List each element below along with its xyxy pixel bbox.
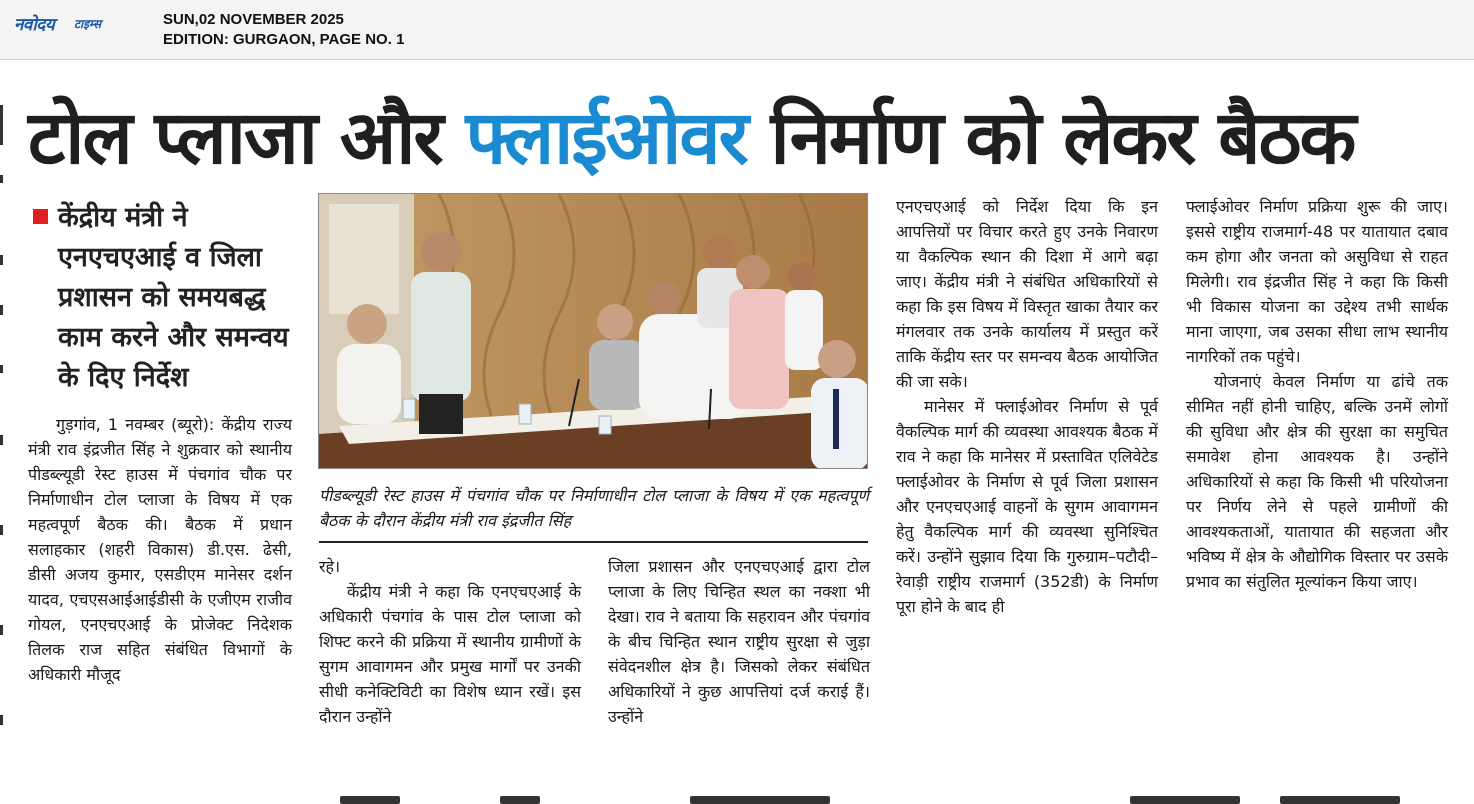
photo-caption: पीडब्ल्यूडी रेस्ट हाउस में पंचगांव चौक पर निर्माणाधीन टोल प्लाजा के विषय में एक महत्वपूर्ण बैठक के दौरान केंद्रीय मंत्री राव इंद्रजीत सिंह xyxy=(319,486,869,530)
cutoff-text-line xyxy=(30,51,1450,69)
bottom-cutoff-text xyxy=(320,794,1450,804)
date-line: SUN,02 NOVEMBER 2025 xyxy=(163,11,344,28)
article-column-1 xyxy=(28,412,292,687)
article-column-3 xyxy=(608,554,870,729)
article-column-5 xyxy=(1186,194,1448,594)
col4-paragraph-1: एनएचएआई को निर्देश दिया कि इन आपत्तियों पर विचार करते हुए उनके निवारण या वैकल्पिक स्थान की दिशा में आगे बढ़ा जाए। केंद्रीय मंत्री ने संबंधित अधिकारियों से कहा कि इस विषय में विस्तृत खाका तैयार कर मंगलवार तक उनके कार्यालय में प्रस्तुत करें ताकि केंद्रीय स्तर पर समन्वय बैठक आयोजित की जा सके। xyxy=(896,197,1158,391)
left-edge-marks xyxy=(0,105,4,755)
meeting-photo[interactable] xyxy=(318,193,868,469)
edition-line: EDITION: GURGAON, PAGE NO. 1 xyxy=(163,31,405,48)
meeting-photo-illustration xyxy=(319,194,868,469)
article-column-2 xyxy=(319,554,581,729)
article-column-4 xyxy=(896,194,1158,619)
newspaper-logo[interactable] xyxy=(14,12,138,34)
col5-paragraph-1: फ्लाईओवर निर्माण प्रक्रिया शुरू की जाए। इससे राष्ट्रीय राजमार्ग-48 पर यातायात दबाव कम होगा और जनता को असुविधा से राहत मिलेगी। राव इंद्रजीत सिंह ने कहा कि किसी भी विकास योजना का उद्देश्य तभी सार्थक माना जाएगा, जब उसका सीधा लाभ स्थानीय नागरिकों तक पहुंचे। xyxy=(1186,197,1448,366)
col2-paragraph: केंद्रीय मंत्री ने कहा कि एनएचएआई के अधिकारी पंचगांव के पास टोल प्लाजा को शिफ्ट करने की प्रक्रिया में स्थानीय ग्रामीणों के सुगम आवागमन और प्रमुख मार्गों पर उनकी सीधी कनेक्टिविटी का विशेष ध्यान रखें। इस दौरान उन्होंने xyxy=(319,582,581,726)
headline-pre: टोल प्लाजा और xyxy=(28,95,466,181)
logo-sub: टाइम्स xyxy=(74,17,102,31)
dateline-paragraph: गुड़गांव, 1 नवम्बर (ब्यूरो): केंद्रीय राज्य मंत्री राव इंद्रजीत सिंह ने शुक्रवार को स्थानीय पीडब्ल्यूडी रेस्ट हाउस में पंचगांव चौक पर निर्माणाधीन टोल प्लाजा के विषय में एक महत्वपूर्ण बैठक की। बैठक में प्रधान सलाहकार (शहरी विकास) डी.एस. ढेसी, डीसी अजय कुमार, एसडीएम मानेसर दर्शन यादव, एचएसआईआईडीसी के एजीएम राजीव गोयल, एनएचएआई के प्रोजेक्ट निदेशक तिलक राज सहित संबंधित विभागों के अधिकारी मौजूद xyxy=(28,415,292,684)
headline-post: निर्माण को लेकर बैठक xyxy=(746,95,1355,181)
col4-paragraph-2: मानेसर में फ्लाईओवर निर्माण से पूर्व वैकल्पिक मार्ग की व्यवस्था आवश्यक बैठक में राव ने कहा कि मानेसर में प्रस्तावित एलिवेटेड फ्लाईओवर के निर्माण से पूर्व जिला प्रशासन और एनएचएआई वाहनों के सुगम आवागमन हेतु वैकल्पिक मार्ग की व्यवस्था सुनिश्चित करें। उन्होंने सुझाव दिया कि गुरुग्राम–पटौदी–रेवाड़ी राष्ट्रीय राजमार्ग (352डी) के निर्माण पूरा होने के बाद ही xyxy=(896,397,1158,616)
logo-brand: नवोदय xyxy=(14,15,55,35)
headline xyxy=(28,88,1458,188)
col3-paragraph: जिला प्रशासन और एनएचएआई द्वारा टोल प्लाजा के लिए चिन्हित स्थल का नक्शा भी देखा। राव ने बताया कि सहरावन और पंचगांव के बीच चिन्हित स्थान राष्ट्रीय सुरक्षा से जुड़ा संवेदनशील क्षेत्र है। जिसको लेकर संबंधित अधिकारियों ने कुछ आपत्तियां दर्ज कराई हैं। उन्होंने xyxy=(608,557,870,726)
headline-accent: फ्लाईओवर xyxy=(465,95,747,181)
red-square-bullet-icon xyxy=(33,209,48,224)
edition-info xyxy=(163,10,404,50)
col5-paragraph-2: योजनाएं केवल निर्माण या ढांचे तक सीमित नहीं होनी चाहिए, बल्कि उनमें लोगों की सुविधा और क्षेत्र की सुरक्षा का समुचित समावेश होना आवश्यक है। उन्होंने अधिकारियों से कहा कि किसी भी परियोजना पर निर्णय लेने से पहले ग्रामीणों की आवश्यकताओं, यातायात की सहजता और भविष्य में क्षेत्र के औद्योगिक विस्तार पर उसके प्रभाव का संतुलित मूल्यांकन किया जाए। xyxy=(1186,372,1448,591)
col2-continuation: रहे। xyxy=(319,557,341,576)
deck-text: केंद्रीय मंत्री ने एनएचएआई व जिला प्रशासन को समयबद्ध काम करने और समन्वय के दिए निर्देश xyxy=(58,202,289,393)
caption-divider xyxy=(319,541,868,543)
